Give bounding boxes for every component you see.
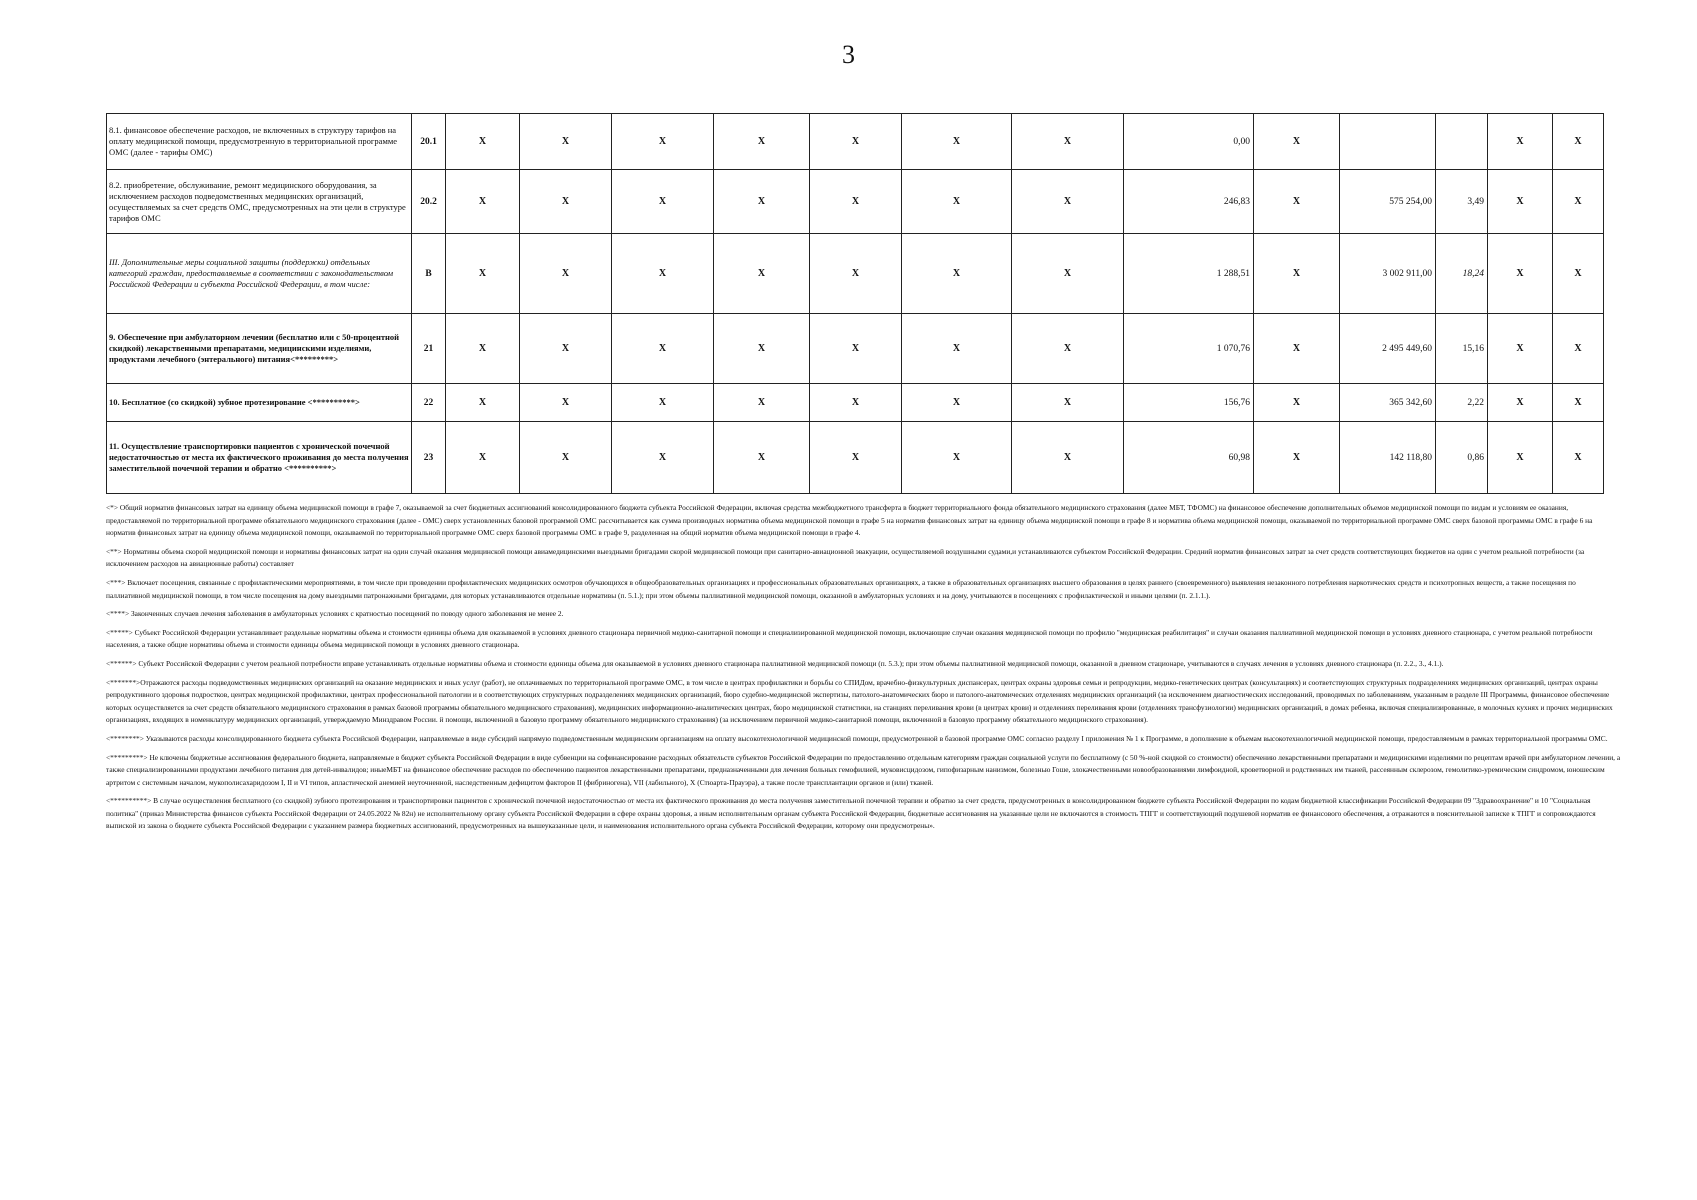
table-row xyxy=(107,114,1604,170)
cell-percent xyxy=(1436,114,1488,170)
cell-x-mark: X xyxy=(714,234,810,314)
cell-percent: 3,49 xyxy=(1436,170,1488,234)
cell-x-mark: X xyxy=(810,422,902,494)
cell-x-mark: X xyxy=(902,170,1012,234)
row-code: 20.2 xyxy=(412,170,446,234)
row-code: 20.1 xyxy=(412,114,446,170)
cell-x-mark: X xyxy=(714,170,810,234)
cell-x-mark: X xyxy=(1553,384,1604,422)
cell-value-per-capita: 156,76 xyxy=(1124,384,1254,422)
table-row xyxy=(107,422,1604,494)
cell-value-total: 2 495 449,60 xyxy=(1340,314,1436,384)
cell-x-mark: X xyxy=(520,234,612,314)
cell-x-mark: X xyxy=(810,170,902,234)
row-description: 10. Бесплатное (со скидкой) зубное протезирование <**********> xyxy=(107,384,412,422)
cell-x-mark: X xyxy=(520,170,612,234)
row-code: 21 xyxy=(412,314,446,384)
cell-value-total: 575 254,00 xyxy=(1340,170,1436,234)
footnote: <**> Нормативы объема скорой медицинской помощи и нормативы финансовых затрат на один случай оказания медицинской помощи авиамедицинскими выездными бригадами скорой медицинской помощи при санитарно-авиационной эвакуации, осуществляемой воздушными судами,и устанавливаются субъектом Российской Федерации. Средний норматив финансовых затрат за счет средств соответствующих бюджетов на один с учетом реальной потребности (за исключением расходов на авиационные работы) составляет xyxy=(106,546,1585,569)
table-body xyxy=(107,114,1604,494)
row-description: 9. Обеспечение при амбулаторном лечении (бесплатно или с 50-процентной скидкой) лекарственными препаратами, медицинскими изделиями, продуктами лечебного (энтерального) питания<*********> xyxy=(107,314,412,384)
cell-x-mark: X xyxy=(714,114,810,170)
cell-x-mark: X xyxy=(612,234,714,314)
cell-value-per-capita: 1 288,51 xyxy=(1124,234,1254,314)
footnote: <*******>Отражаются расходы подведомственных медицинских организаций на оказание медицинских и иных услуг (работ), не оплачиваемых по территориальной программе ОМС, в том числе в центрах профилактики и борьбы со СПИДом, врачебно-физкультурных диспансерах, центрах охраны здоровья семьи и репродукции, медико-генетических центрах (консультациях) и соответствующих структурных подразделениях медицинских организаций, центрах охраны репродуктивного здоровья подростков, центрах медицинской профилактики, центрах профессиональной патологии и в соответствующих структурных подразделениях медицинских организаций, бюро судебно-медицинской экспертизы, патолого-анатомических бюро и патолого-анатомических отделениях медицинских организаций (за исключением диагностических исследований, проводимых по заболеваниям, указанным в разделе III Программы, финансовое обеспечение которых осуществляется за счет средств обязательного медицинского страхования в рамках базовой программы обязательного медицинского страхования), медицинских информационно-аналитических центрах, бюро медицинской статистики, на станциях переливания крови (в центрах крови) и отделениях переливания крови (отделениях трансфузиологии) медицинских организаций, в домах ребенка, включая специализированные, в молочных кухнях и прочих медицинских организациях, входящих в номенклатуру медицинских организаций, утверждаемую Минздравом России. й помощи, включенной в базовую программу обязательного медицинского страхования) (за исключением первичной медико-санитарной помощи, включенной в базовую программу обязательного медицинского страхования). xyxy=(106,677,1613,725)
table-row xyxy=(107,314,1604,384)
cell-value-per-capita: 0,00 xyxy=(1124,114,1254,170)
cell-x-mark: X xyxy=(1488,170,1553,234)
cell-percent: 0,86 xyxy=(1436,422,1488,494)
cell-x-mark: X xyxy=(1488,234,1553,314)
footnote: <**********> В случае осуществления бесплатного (со скидкой) зубного протезирования и транспортировки пациентов с хронической почечной недостаточностью от места их фактического проживания до места получения заместительной почечной терапии и обратно за счет средств, предусмотренных в консолидированном бюджете субъекта Российской Федерации по кодам бюджетной классификации Российской Федерации 09 "Здравоохранение" и 10 "Социальная политика" (приказ Министерства финансов субъекта Российской Федерации от 24.05.2022 № 82н) не исполнительному органу субъекта Российской Федерации в сфере охраны здоровья, а иным исполнительным органам субъекта Российской Федерации, бюджетные ассигнования на указанные цели не включаются в стоимость ТПГГ и соответствующий подушевой норматив ее финансового обеспечения, а отражаются в пояснительной записке к ТПГГ и сопровождаются выпиской из закона о бюджете субъекта Российской Федерации с указанием размера бюджетных ассигнований, предусмотренных на вышеуказанные цели, и наименования исполнительного органа субъекта Российской Федерации, которому они предусмотрены». xyxy=(106,796,1596,831)
cell-x-mark: X xyxy=(902,234,1012,314)
cell-percent: 18,24 xyxy=(1436,234,1488,314)
row-description: III. Дополнительные меры социальной защиты (поддержки) отдельных категорий граждан, предоставляемые в соответствии с законодательством Российской Федерации и субъекта Российской Федерации, в том числе: xyxy=(107,234,412,314)
cell-value-total: 3 002 911,00 xyxy=(1340,234,1436,314)
cell-x-mark: X xyxy=(446,114,520,170)
table-row xyxy=(107,234,1604,314)
cell-x-mark: X xyxy=(1254,234,1340,314)
cell-x-mark: X xyxy=(902,114,1012,170)
cell-x-mark: X xyxy=(810,114,902,170)
cell-x-mark: X xyxy=(446,314,520,384)
cell-x-mark: X xyxy=(612,114,714,170)
table-row xyxy=(107,384,1604,422)
cell-x-mark: X xyxy=(810,314,902,384)
cell-value-total: 142 118,80 xyxy=(1340,422,1436,494)
cell-x-mark: X xyxy=(446,422,520,494)
footnote: <******> Субъект Российской Федерации с учетом реальной потребности вправе устанавливать отдельные нормативы объема и стоимости единицы объема для оказываемой в условиях дневного стационара паллиативной медицинской помощи (п. 5.3.); при этом объемы паллиативной медицинской помощи, оказанной в дневном стационаре, учитываются в случаях лечения в условиях дневного стационара (п. 2.2., 3., 4.1.). xyxy=(106,658,1444,668)
cell-x-mark: X xyxy=(1254,314,1340,384)
row-code: В xyxy=(412,234,446,314)
cell-x-mark: X xyxy=(810,384,902,422)
footnote: <*********> Не ключены бюджетные ассигнования федерального бюджета, направляемые в бюджет субъекта Российской Федерации в виде субвенции на софинансирование расходных обязательств субъектов Российской Федерации по предоставлению отдельным категориям граждан социальной услуги по бесплатному (с 50 %-ной скидкой со стоимости) обеспечению лекарственными препаратами и медицинскими изделиями по рецептам врачей при амбулаторном лечении, а также специализированными продуктами лечебного питания для детей-инвалидов; иныеМБТ на финансовое обеспечение расходов по обеспечению пациентов лекарственными препаратами, предназначенными для лечения больных гемофилией, муковисцидозом, гипофизарным нанизмом, болезнью Гоше, злокачественными новообразованиями лимфоидной, кроветворной и родственных им тканей, рассеянным склерозом, гемолитико-уремическим синдромом, юношеским артритом с системным началом, мукополисахаридозом I, II и VI типов, апластической анемией неуточненной, наследственным дефицитом факторов II (фибриногена), VII (лабильного), X (Стюарта-Прауэра), а также после трансплантации органов и (или) тканей. xyxy=(106,752,1621,787)
cell-x-mark: X xyxy=(1553,422,1604,494)
cell-x-mark: X xyxy=(520,114,612,170)
footnote: <*> Общий норматив финансовых затрат на единицу объема медицинской помощи в графе 7, оказываемой за счет бюджетных ассигнований консолидированного бюджета субъекта Российской Федерации, включая средства межбюджетного трансферта в бюджет территориального фонда обязательного медицинского страхования (далее МБТ, ТФОМС) на финансовое обеспечение дополнительных объемов медицинской помощи по видам и условиям ее оказания, предоставляемой по территориальной программе обязательного медицинского страхования (далее - ОМС) сверх установленных базовой программой ОМС рассчитывается как сумма производных норматива объема медицинской помощи в графе 5 на норматив финансовых затрат на единицу объема медицинской помощи в графе 8 и норматива объема медицинской помощи, оказываемой по территориальной программе ОМС сверх базовой программы ОМС в графе 6 на норматив финансовых затрат на единицу объема медицинской помощи, оказываемой по территориальной программе ОМС сверх базовой программы ОМС в графе 9, разделенная на общий норматив объема медицинской помощи в графе 4. xyxy=(106,503,1593,538)
footnote: <****> Законченных случаев лечения заболевания в амбулаторных условиях с кратностью посещений по поводу одного заболевания не менее 2. xyxy=(106,609,564,619)
cell-x-mark: X xyxy=(1553,234,1604,314)
cell-x-mark: X xyxy=(520,422,612,494)
cell-x-mark: X xyxy=(446,170,520,234)
cell-x-mark: X xyxy=(612,422,714,494)
cell-x-mark: X xyxy=(612,170,714,234)
cell-x-mark: X xyxy=(1553,314,1604,384)
cell-value-per-capita: 60,98 xyxy=(1124,422,1254,494)
cell-x-mark: X xyxy=(1553,170,1604,234)
row-code: 23 xyxy=(412,422,446,494)
footnote: <********> Указываются расходы консолидированного бюджета субъекта Российской Федерации, направляемые в виде субсидий напрямую подведомственным медицинским организациям на оплату высокотехнологичной медицинской помощи, предусмотренной в базовой программе ОМС согласно разделу I приложения № 1 к Программе, в дополнение к объемам высокотехнологичной медицинской помощи, предоставляемым в рамках территориальной программы ОМС. xyxy=(106,733,1608,743)
cell-x-mark: X xyxy=(1553,114,1604,170)
cell-x-mark: X xyxy=(1012,114,1124,170)
row-description: 8.2. приобретение, обслуживание, ремонт медицинского оборудования, за исключением расходов подведомственных медицинских организаций, осуществляемых за счет средств ОМС, предусмотренных на эти цели в структуре тарифов ОМС xyxy=(107,170,412,234)
cell-x-mark: X xyxy=(902,422,1012,494)
cell-x-mark: X xyxy=(714,422,810,494)
row-description: 11. Осуществление транспортировки пациентов с хронической почечной недостаточностью от места их фактического проживания до места получения заместительной почечной терапии и обратно <**********> xyxy=(107,422,412,494)
cell-x-mark: X xyxy=(1012,234,1124,314)
cell-value-per-capita: 1 070,76 xyxy=(1124,314,1254,384)
cell-x-mark: X xyxy=(1012,384,1124,422)
cell-x-mark: X xyxy=(1488,314,1553,384)
cell-x-mark: X xyxy=(612,314,714,384)
cell-x-mark: X xyxy=(520,384,612,422)
cell-x-mark: X xyxy=(714,384,810,422)
footnotes xyxy=(106,502,1621,839)
cell-value-per-capita: 246,83 xyxy=(1124,170,1254,234)
cell-x-mark: X xyxy=(810,234,902,314)
financing-table xyxy=(106,113,1604,494)
page-number: 3 xyxy=(842,40,855,69)
cell-x-mark: X xyxy=(1488,114,1553,170)
footnote: <*****> Субъект Российской Федерации устанавливает раздельные нормативы объема и стоимости единицы объема для оказываемой в условиях дневного стационара первичной медико-санитарной помощи и специализированной медицинской помощи, включающие случаи оказания медицинской помощи по профилю "медицинская реабилитация" и случаи оказания паллиативной медицинской помощи в условиях дневного стационара, с учетом реальной потребности населения, а также общие нормативы объема и стоимости единицы объема медицинской помощи в условиях дневного стационара. xyxy=(106,627,1593,650)
cell-x-mark: X xyxy=(714,314,810,384)
cell-x-mark: X xyxy=(520,314,612,384)
cell-x-mark: X xyxy=(446,234,520,314)
table-row xyxy=(107,170,1604,234)
cell-percent: 15,16 xyxy=(1436,314,1488,384)
cell-x-mark: X xyxy=(1488,384,1553,422)
cell-percent: 2,22 xyxy=(1436,384,1488,422)
cell-x-mark: X xyxy=(1254,422,1340,494)
cell-x-mark: X xyxy=(1254,384,1340,422)
row-description: 8.1. финансовое обеспечение расходов, не включенных в структуру тарифов на оплату медицинской помощи, предусмотренную в территориальной программе ОМС (далее - тарифы ОМС) xyxy=(107,114,412,170)
cell-x-mark: X xyxy=(446,384,520,422)
footnote: <***> Включает посещения, связанные с профилактическими мероприятиями, в том числе при проведении профилактических медицинских осмотров обучающихся в общеобразовательных организациях и профессиональных образовательных организациях, а также в образовательных организациях высшего образования в целях раннего (своевременного) выявления незаконного потребления наркотических средств и психотропных веществ, а также посещения по паллиативной медицинской помощи, в том числе посещения на дому выездными патронажными бригадами, для которых устанавливаются отдельные нормативы (п. 5.1.); при этом объемы паллиативной медицинской помощи, оказанной в амбулаторных условиях и на дому, учитываются в посещениях с профилактической и иными целями (п. 2.1.1.). xyxy=(106,577,1576,600)
cell-value-total xyxy=(1340,114,1436,170)
cell-x-mark: X xyxy=(1012,314,1124,384)
cell-x-mark: X xyxy=(1012,422,1124,494)
cell-x-mark: X xyxy=(1254,170,1340,234)
cell-x-mark: X xyxy=(1012,170,1124,234)
cell-x-mark: X xyxy=(612,384,714,422)
cell-x-mark: X xyxy=(1254,114,1340,170)
cell-x-mark: X xyxy=(902,314,1012,384)
cell-x-mark: X xyxy=(1488,422,1553,494)
row-code: 22 xyxy=(412,384,446,422)
cell-value-total: 365 342,60 xyxy=(1340,384,1436,422)
cell-x-mark: X xyxy=(902,384,1012,422)
